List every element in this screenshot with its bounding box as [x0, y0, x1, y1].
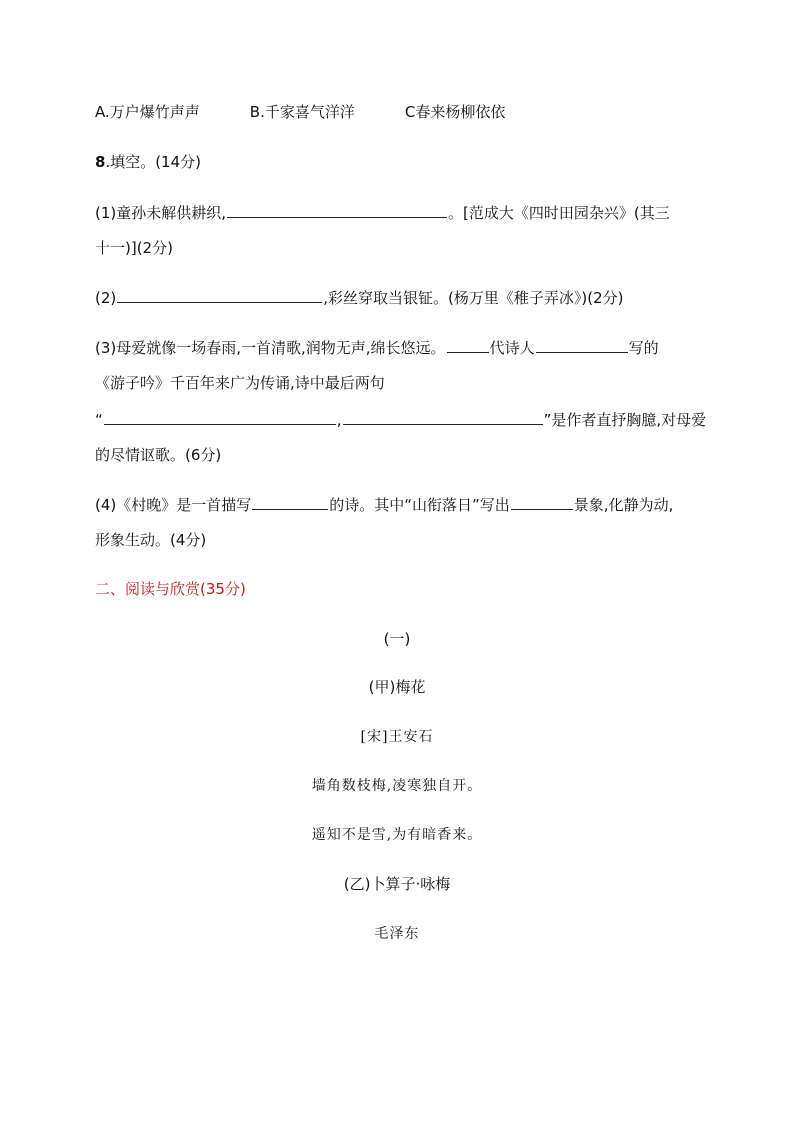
- answer-blank-2[interactable]: [117, 287, 322, 303]
- option-a: A.万户爆竹声声: [95, 103, 200, 121]
- poem-a-line-2: 遥知不是雪,为有暗香来。: [311, 827, 483, 843]
- q8-part2-label: (2): [95, 289, 117, 307]
- q8-part3-line2: 《游子吟》千百年来广为传诵,诗中最后两句: [95, 374, 385, 392]
- answer-blank-verse-2[interactable]: [343, 409, 543, 425]
- q8-part4-line2: 形象生动。(4分): [95, 531, 207, 549]
- poem-b-author: 毛泽东: [374, 926, 420, 942]
- poem-a-line-1: 墙角数枝梅,凌寒独自开。: [311, 778, 483, 794]
- comma: ,: [336, 411, 342, 429]
- q8-number: 8: [95, 153, 106, 171]
- q8-part3-close: ”是作者直抒胸臆,对母爱: [543, 411, 707, 429]
- answer-blank-theme[interactable]: [252, 494, 328, 510]
- q8-title: [95, 152, 201, 172]
- answer-blank-dynasty[interactable]: [447, 337, 489, 353]
- poem-b-title: (乙)卜算子·咏梅: [343, 875, 451, 893]
- q8-part4-text-end: 景象,化静为动,: [573, 496, 674, 514]
- q8-part1-source: 。[范成大《四时田园杂兴》(其三: [448, 204, 670, 222]
- q8-part3-line3: [95, 409, 706, 430]
- open-quote: “: [95, 411, 103, 429]
- q8-part3-line1: [95, 337, 659, 358]
- q8-part3-text: 代诗人: [489, 339, 535, 357]
- option-c: C春来杨柳依依: [404, 103, 506, 121]
- answer-blank-verse-1[interactable]: [104, 409, 336, 425]
- q8-part1-prompt: (1)童孙未解供耕织,: [95, 204, 227, 222]
- q8-part3-line4: 的尽情讴歌。(6分): [95, 446, 222, 464]
- poem-a-author: [宋]王安石: [360, 729, 434, 745]
- poem-a-title: (甲)梅花: [368, 678, 426, 696]
- q8-title-text: .填空。(14分): [105, 153, 201, 171]
- answer-blank-1[interactable]: [227, 202, 447, 218]
- answer-blank-scene[interactable]: [511, 494, 573, 510]
- q8-part2-source: ,彩丝穿取当银钲。(杨万里《稚子弄冰》)(2分): [323, 289, 624, 307]
- q8-part4-text: 的诗。其中“山衔落日”写出: [329, 496, 510, 514]
- q8-part4-line1: [95, 494, 673, 515]
- section-heading: 二、阅读与欣赏(35分): [95, 580, 246, 598]
- q8-part3-prompt: (3)母爱就像一场春雨,一首清歌,润物无声,绵长悠远。: [95, 339, 446, 357]
- q8-part3-text-end: 写的: [628, 339, 659, 357]
- answer-blank-poet[interactable]: [536, 337, 628, 353]
- part-label: (一): [383, 630, 411, 648]
- q8-part1-line2: 十一)](2分): [95, 239, 173, 257]
- q8-part4-prompt: (4)《村晚》是一首描写: [95, 496, 252, 514]
- q8-part2: [95, 287, 623, 308]
- option-b: B.千家喜气洋洋: [249, 103, 355, 121]
- q8-part1-line1: [95, 202, 670, 223]
- q7-options-row: [95, 102, 505, 122]
